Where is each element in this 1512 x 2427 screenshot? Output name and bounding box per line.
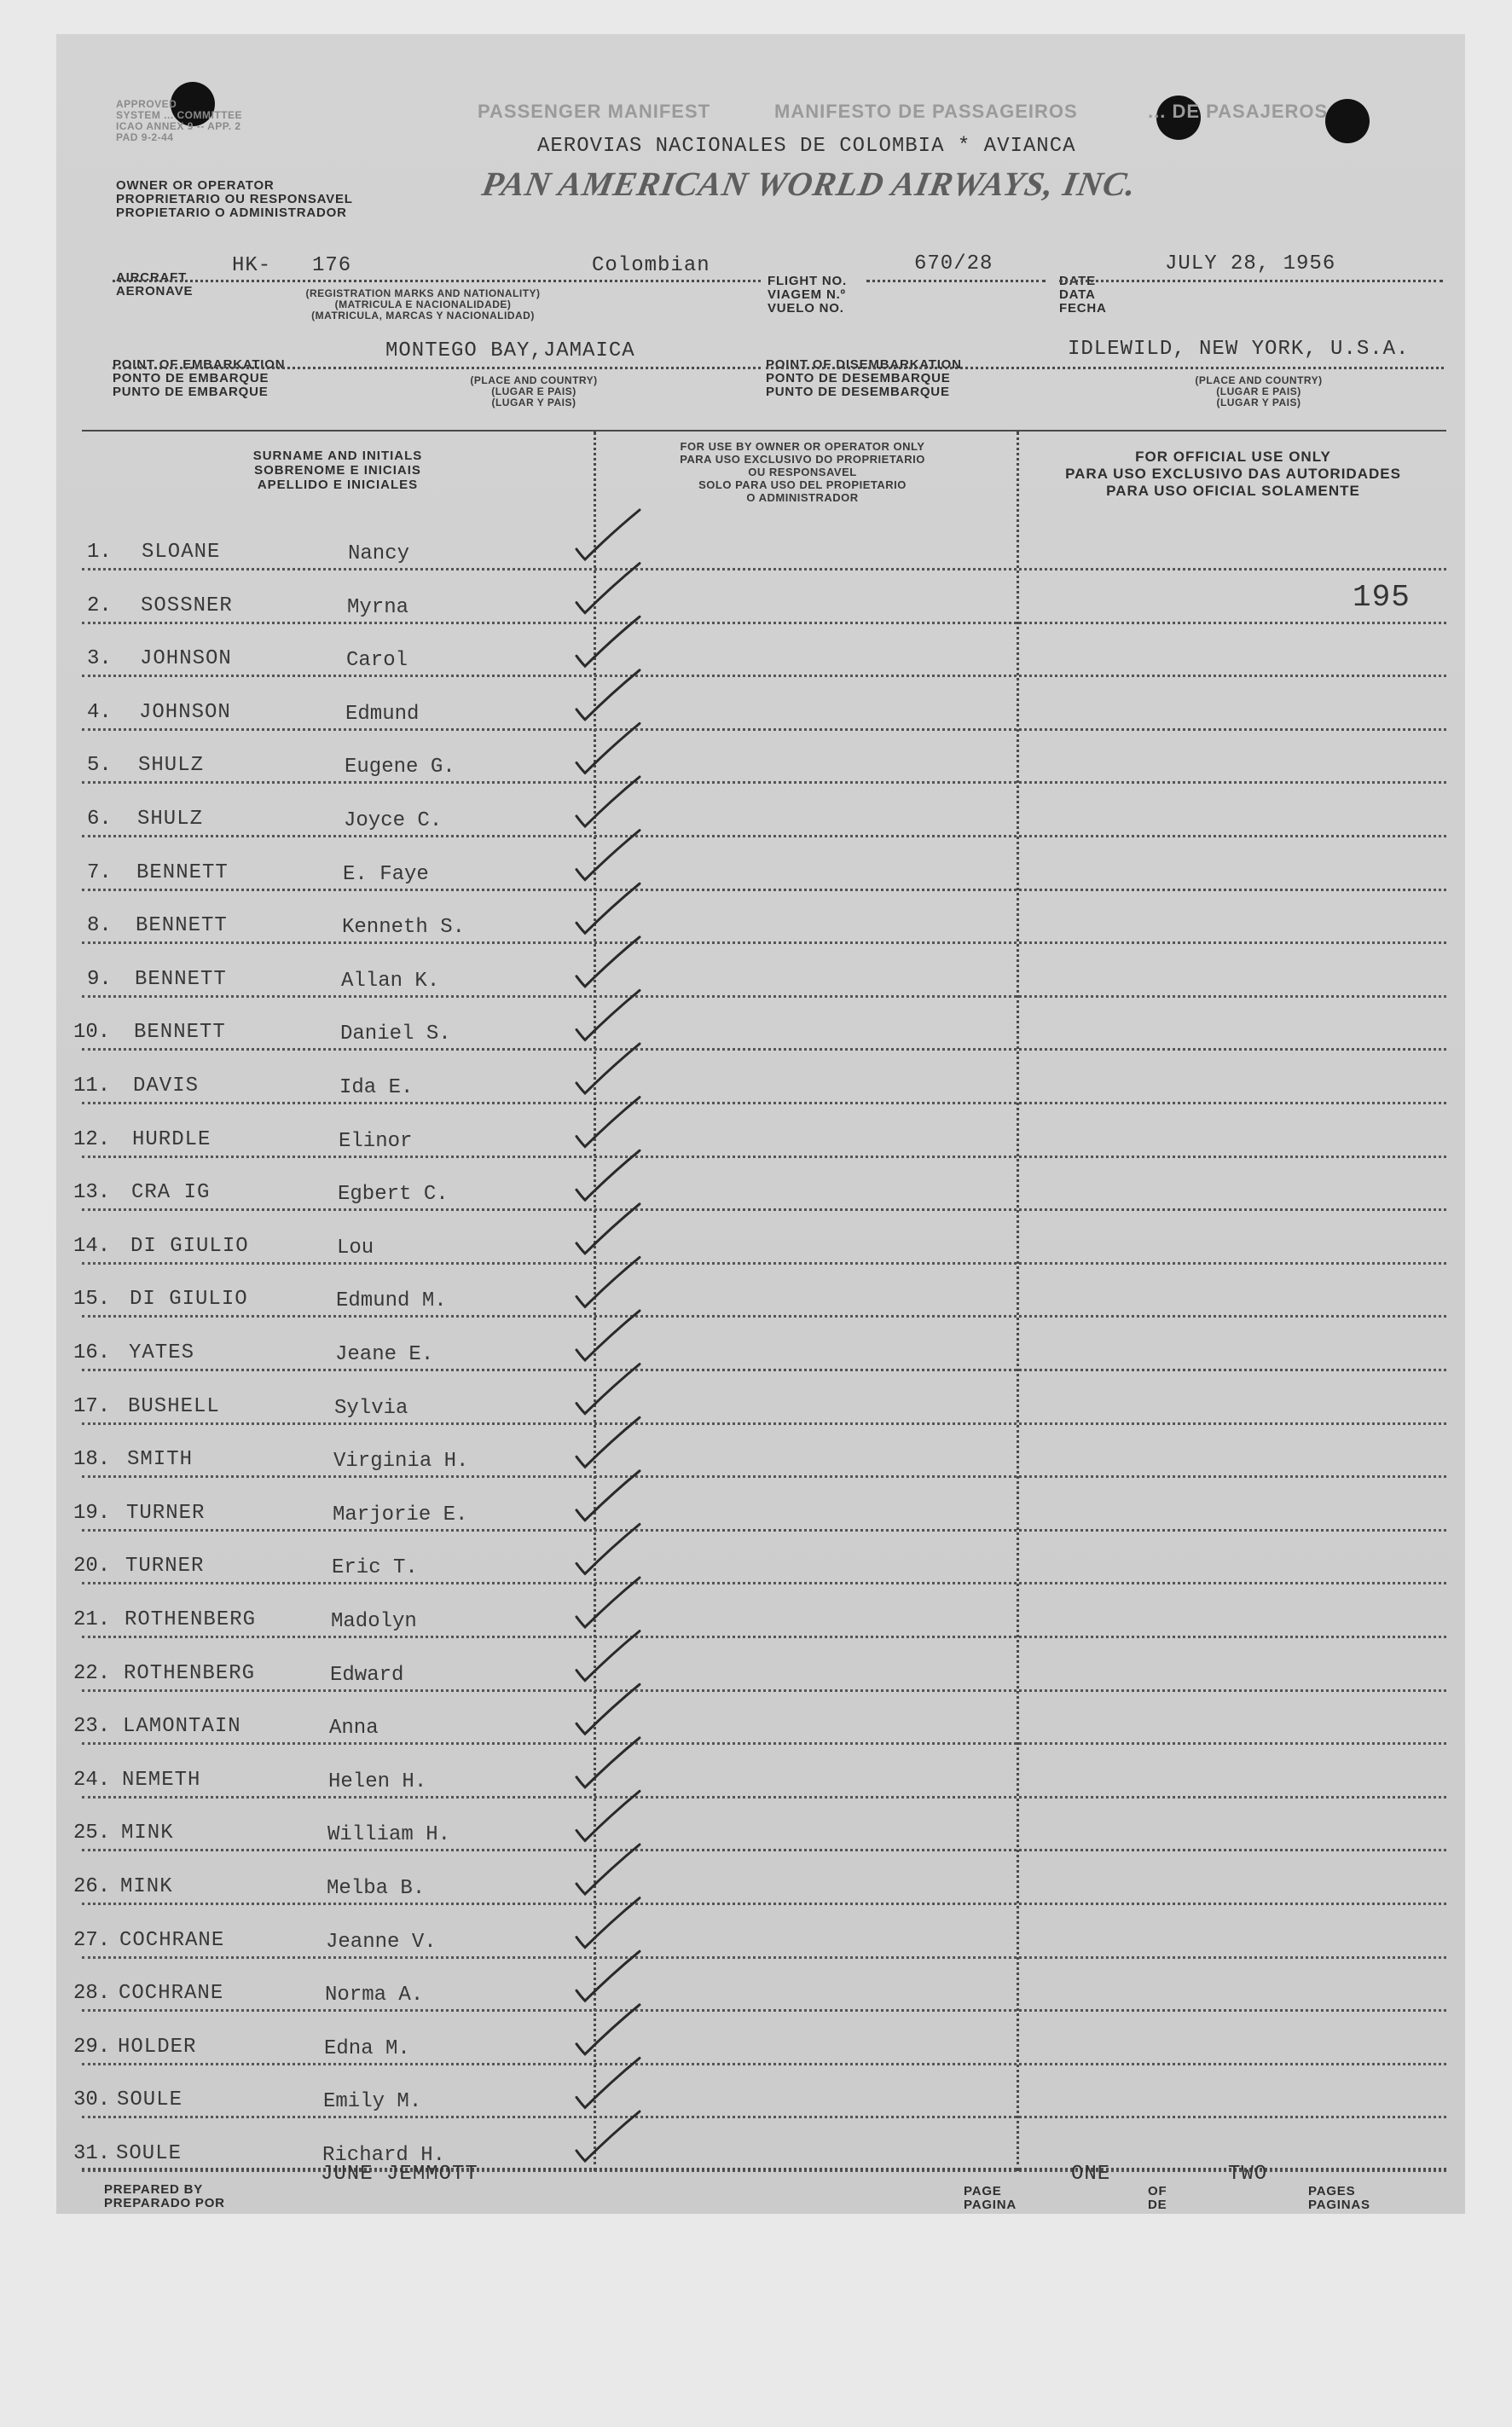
passenger-given-name: Joyce C. — [344, 809, 443, 832]
check-mark — [576, 1257, 640, 1306]
check-mark — [576, 1311, 640, 1360]
row-number: 8. — [87, 914, 112, 938]
passenger-surname: SHULZ — [137, 808, 204, 831]
row-number: 24. — [73, 1768, 111, 1792]
title-manifest-es: ... DE PASAJEROS — [1148, 101, 1329, 122]
passenger-given-name: Ida E. — [339, 1076, 414, 1099]
row-number: 3. — [87, 647, 112, 671]
row-number: 26. — [73, 1875, 111, 1898]
date-label: DATE DATA FECHA — [1059, 274, 1107, 316]
passenger-given-name: Anna — [329, 1717, 379, 1741]
check-mark — [576, 670, 640, 720]
check-mark — [576, 1631, 640, 1681]
passenger-surname: TURNER — [126, 1501, 206, 1525]
passenger-given-name: Melba B. — [327, 1877, 426, 1900]
flight-label: FLIGHT NO. VIAGEM N.º VUELO NO. — [768, 274, 847, 316]
row-number: 12. — [73, 1127, 111, 1151]
row-number: 23. — [73, 1715, 111, 1739]
check-mark — [576, 831, 640, 880]
row-number: 4. — [87, 700, 112, 724]
passenger-surname: MINK — [121, 1822, 174, 1845]
owner-label: OWNER OR OPERATOR PROPRIETARIO OU RESPONSAVEL PROPIETARIO O ADMINISTRADOR — [116, 178, 353, 220]
check-mark — [576, 777, 640, 826]
row-number: 31. — [73, 2142, 111, 2165]
embark-place: MONTEGO BAY,JAMAICA — [385, 339, 635, 362]
row-number: 21. — [73, 1608, 111, 1631]
row-number: 11. — [73, 1074, 111, 1098]
check-mark — [576, 1098, 640, 1147]
passenger-given-name: Marjorie E. — [333, 1503, 468, 1526]
passenger-given-name: Nancy — [348, 542, 410, 565]
embark-caption: (PLACE AND COUNTRY) (LUGAR E PAIS) (LUGAR Y PAIS) — [470, 374, 598, 408]
check-mark — [576, 1738, 640, 1787]
passenger-surname: ROTHENBERG — [125, 1608, 257, 1631]
passenger-surname: COCHRANE — [119, 1928, 225, 1952]
row-number: 14. — [73, 1234, 111, 1258]
column-header-owner: FOR USE BY OWNER OR OPERATOR ONLY PARA USO EXCLUSIVO DO PROPRIETARIO OU RESPONSAVEL SOLO PARA USO DEL PROPIETARIO O ADMINISTRADOR — [680, 440, 925, 504]
flight-number: 670/28 — [914, 252, 994, 275]
passenger-given-name: Lou — [337, 1236, 374, 1260]
check-mark — [576, 2111, 640, 2161]
check-mark — [576, 510, 640, 559]
passenger-surname: COCHRANE — [119, 1982, 224, 2006]
passenger-given-name: Richard H. — [322, 2144, 446, 2167]
check-mark — [576, 1524, 640, 1573]
check-mark — [576, 1845, 640, 1894]
check-mark — [576, 1364, 640, 1414]
aircraft-nationality: Colombian — [592, 254, 710, 277]
passenger-given-name: Madolyn — [331, 1610, 417, 1633]
check-mark — [576, 1578, 640, 1627]
passenger-surname: BENNETT — [135, 967, 227, 991]
row-number: 27. — [73, 1928, 111, 1952]
row-number: 30. — [73, 2088, 111, 2112]
official-annotation: 195 — [1353, 580, 1411, 615]
row-number: 18. — [73, 1448, 111, 1472]
column-header-official: FOR OFFICIAL USE ONLY PARA USO EXCLUSIVO DAS AUTORIDADES PARA USO OFICIAL SOLAMENTE — [1065, 449, 1401, 499]
check-mark — [576, 1471, 640, 1520]
passenger-surname: SHULZ — [138, 754, 205, 778]
page-total: TWO — [1228, 2163, 1268, 2186]
check-mark — [576, 883, 640, 933]
passenger-surname: DI GIULIO — [130, 1234, 249, 1258]
row-number: 5. — [87, 754, 112, 778]
passenger-surname: HURDLE — [132, 1127, 211, 1151]
passenger-given-name: Myrna — [347, 595, 409, 619]
passenger-given-name: Virginia H. — [333, 1450, 469, 1474]
row-number: 6. — [87, 808, 112, 831]
passenger-given-name: Helen H. — [328, 1770, 427, 1793]
row-number: 16. — [73, 1341, 111, 1364]
passenger-given-name: Egbert C. — [338, 1183, 449, 1207]
check-mark — [576, 937, 640, 987]
passenger-given-name: E. Faye — [343, 862, 429, 886]
check-mark — [576, 1417, 640, 1467]
operator-logo: PAN AMERICAN WORLD AIRWAYS, INC. — [479, 165, 1140, 203]
passenger-given-name: Edward — [330, 1663, 404, 1687]
passenger-surname: SMITH — [127, 1448, 194, 1472]
passenger-given-name: Eric T. — [332, 1556, 418, 1580]
passenger-given-name: William H. — [327, 1823, 451, 1847]
aircraft-prefix: HK- — [232, 254, 272, 277]
passenger-given-name: Kenneth S. — [342, 916, 466, 940]
passenger-given-name: Allan K. — [341, 969, 440, 993]
row-number: 2. — [87, 594, 112, 617]
row-number: 25. — [73, 1822, 111, 1845]
passenger-given-name: Edmund M. — [336, 1289, 447, 1313]
passenger-surname: MINK — [120, 1875, 173, 1898]
prepared-by: JUNE JEMMOTT — [321, 2163, 478, 2186]
passenger-given-name: Emily M. — [323, 2090, 422, 2114]
passenger-given-name: Elinor — [339, 1129, 413, 1153]
passenger-given-name: Jeanne V. — [326, 1930, 437, 1954]
row-number: 9. — [87, 967, 112, 991]
passenger-surname: SOULE — [116, 2142, 182, 2165]
page-number: ONE — [1071, 2163, 1111, 2186]
title-manifest-pt: MANIFESTO DE PASSAGEIROS — [774, 101, 1078, 122]
passenger-surname: SOULE — [117, 2088, 183, 2112]
row-number: 19. — [73, 1501, 111, 1525]
row-number: 7. — [87, 860, 112, 884]
check-mark — [576, 1044, 640, 1093]
row-number: 13. — [73, 1181, 111, 1205]
aircraft-number: 176 — [312, 254, 352, 277]
passenger-surname: ROTHENBERG — [124, 1661, 256, 1685]
check-mark — [576, 990, 640, 1040]
passenger-given-name: Sylvia — [334, 1396, 408, 1420]
passenger-surname: YATES — [129, 1341, 195, 1364]
passenger-surname: SLOANE — [142, 541, 221, 564]
passenger-given-name: Eugene G. — [345, 756, 455, 779]
check-mark — [576, 723, 640, 773]
prepared-label: PREPARED BY PREPARADO POR — [104, 2182, 225, 2210]
check-mark — [576, 1898, 640, 1948]
row-number: 28. — [73, 1982, 111, 2006]
of-label: OF DE — [1148, 2184, 1167, 2212]
check-mark — [576, 564, 640, 613]
passenger-surname: JOHNSON — [139, 700, 231, 724]
passenger-given-name: Daniel S. — [340, 1022, 451, 1046]
row-number: 1. — [87, 541, 112, 564]
column-header-name: SURNAME AND INITIALS SOBRENOME E INICIAIS APELLIDO E INICIALES — [252, 449, 423, 492]
check-mark — [576, 2005, 640, 2054]
pages-label: PAGES PAGINAS — [1308, 2184, 1370, 2212]
registration-caption: (REGISTRATION MARKS AND NATIONALITY) (MATRICULA E NACIONALIDADE) (MATRICULA, MARCAS Y NACIONALIDAD) — [305, 287, 541, 321]
disembark-label: POINT OF DISEMBARKATION PONTO DE DESEMBARQUE PUNTO DE DESEMBARQUE — [766, 357, 962, 399]
passenger-surname: BENNETT — [136, 860, 229, 884]
passenger-surname: NEMETH — [122, 1768, 201, 1792]
punch-hole — [1325, 99, 1370, 143]
passenger-given-name: Carol — [346, 649, 408, 673]
row-number: 29. — [73, 2035, 111, 2059]
page-label: PAGE PAGINA — [964, 2184, 1017, 2212]
aircraft-label: AIRCRAFT AERONAVE — [116, 270, 194, 298]
passenger-given-name: Edmund — [345, 702, 420, 726]
row-number: 15. — [73, 1288, 111, 1312]
manifest-page — [56, 34, 1465, 2214]
check-mark — [576, 1684, 640, 1734]
check-mark — [576, 1204, 640, 1254]
passenger-surname: TURNER — [125, 1555, 205, 1578]
passenger-surname: LAMONTAIN — [123, 1715, 241, 1739]
operator-typed: AEROVIAS NACIONALES DE COLOMBIA * AVIANCA — [537, 135, 1076, 158]
row-number: 20. — [73, 1555, 111, 1578]
passenger-given-name: Norma A. — [325, 1984, 424, 2007]
passenger-given-name: Edna M. — [324, 2036, 410, 2060]
check-mark — [576, 1951, 640, 2001]
approval-block: APPROVED SYSTEM ... COMMITTEE ICAO ANNEX 9 -- APP. 2 PAD 9-2-44 — [116, 98, 243, 143]
passenger-given-name: Jeane E. — [335, 1343, 434, 1366]
passenger-surname: JOHNSON — [140, 647, 232, 671]
passenger-surname: DAVIS — [133, 1074, 200, 1098]
check-mark — [576, 1150, 640, 1200]
row-number: 10. — [73, 1021, 111, 1045]
passenger-surname: BUSHELL — [128, 1394, 220, 1418]
embark-label: POINT OF EMBARKATION PONTO DE EMBARQUE PUNTO DE EMBARQUE — [113, 357, 286, 399]
row-number: 22. — [73, 1661, 111, 1685]
check-mark — [576, 1791, 640, 1840]
flight-date: JULY 28, 1956 — [1165, 252, 1336, 275]
disembark-caption: (PLACE AND COUNTRY) (LUGAR E PAIS) (LUGAR Y PAIS) — [1195, 374, 1323, 408]
passenger-surname: HOLDER — [118, 2035, 197, 2059]
check-mark — [576, 2058, 640, 2107]
title-manifest-en: PASSENGER MANIFEST — [478, 101, 711, 122]
disembark-place: IDLEWILD, NEW YORK, U.S.A. — [1068, 338, 1410, 361]
row-number: 17. — [73, 1394, 111, 1418]
passenger-surname: SOSSNER — [141, 594, 233, 617]
passenger-surname: CRA IG — [131, 1181, 211, 1205]
passenger-surname: DI GIULIO — [130, 1288, 248, 1312]
check-mark — [576, 617, 640, 666]
passenger-surname: BENNETT — [136, 914, 228, 938]
passenger-surname: BENNETT — [134, 1021, 226, 1045]
